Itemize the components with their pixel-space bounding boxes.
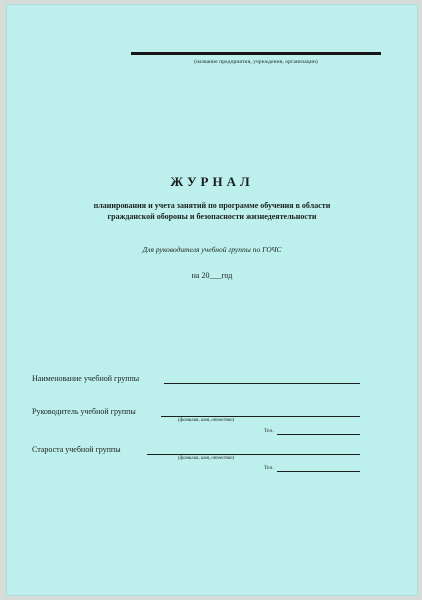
elder-tel-label: Тел. — [264, 465, 274, 471]
group-name-label: Наименование учебной группы — [32, 374, 140, 383]
year-line: на 20___год — [191, 271, 233, 280]
subtitle-line: гражданской обороны и безопасности жизнедеятельности — [107, 211, 317, 221]
elder-tel-field[interactable] — [277, 471, 360, 472]
leader-label: Руководитель учебной группы — [32, 407, 136, 416]
leader-name-field[interactable] — [161, 416, 360, 417]
journal-subtitle — [6, 201, 418, 222]
elder-name-hint: (фамилия, имя, отчество) — [178, 456, 235, 461]
journal-cover — [6, 4, 418, 596]
organization-caption: (название предприятия, учреждения, организации) — [194, 59, 318, 65]
audience-note: Для руководителя учебной группы по ГОЧС — [142, 245, 282, 254]
organization-name-line — [131, 52, 381, 55]
group-name-field[interactable] — [164, 383, 360, 384]
leader-tel-field[interactable] — [277, 434, 360, 435]
journal-title: ЖУРНАЛ — [170, 174, 254, 189]
leader-name-hint: (фамилия, имя, отчество) — [178, 418, 235, 423]
subtitle-line: планирования и учета занятий по программе обучения в области — [93, 201, 331, 210]
leader-tel-label: Тел. — [264, 428, 274, 434]
elder-name-field[interactable] — [147, 454, 360, 455]
elder-label: Староста учебной группы — [32, 445, 121, 454]
